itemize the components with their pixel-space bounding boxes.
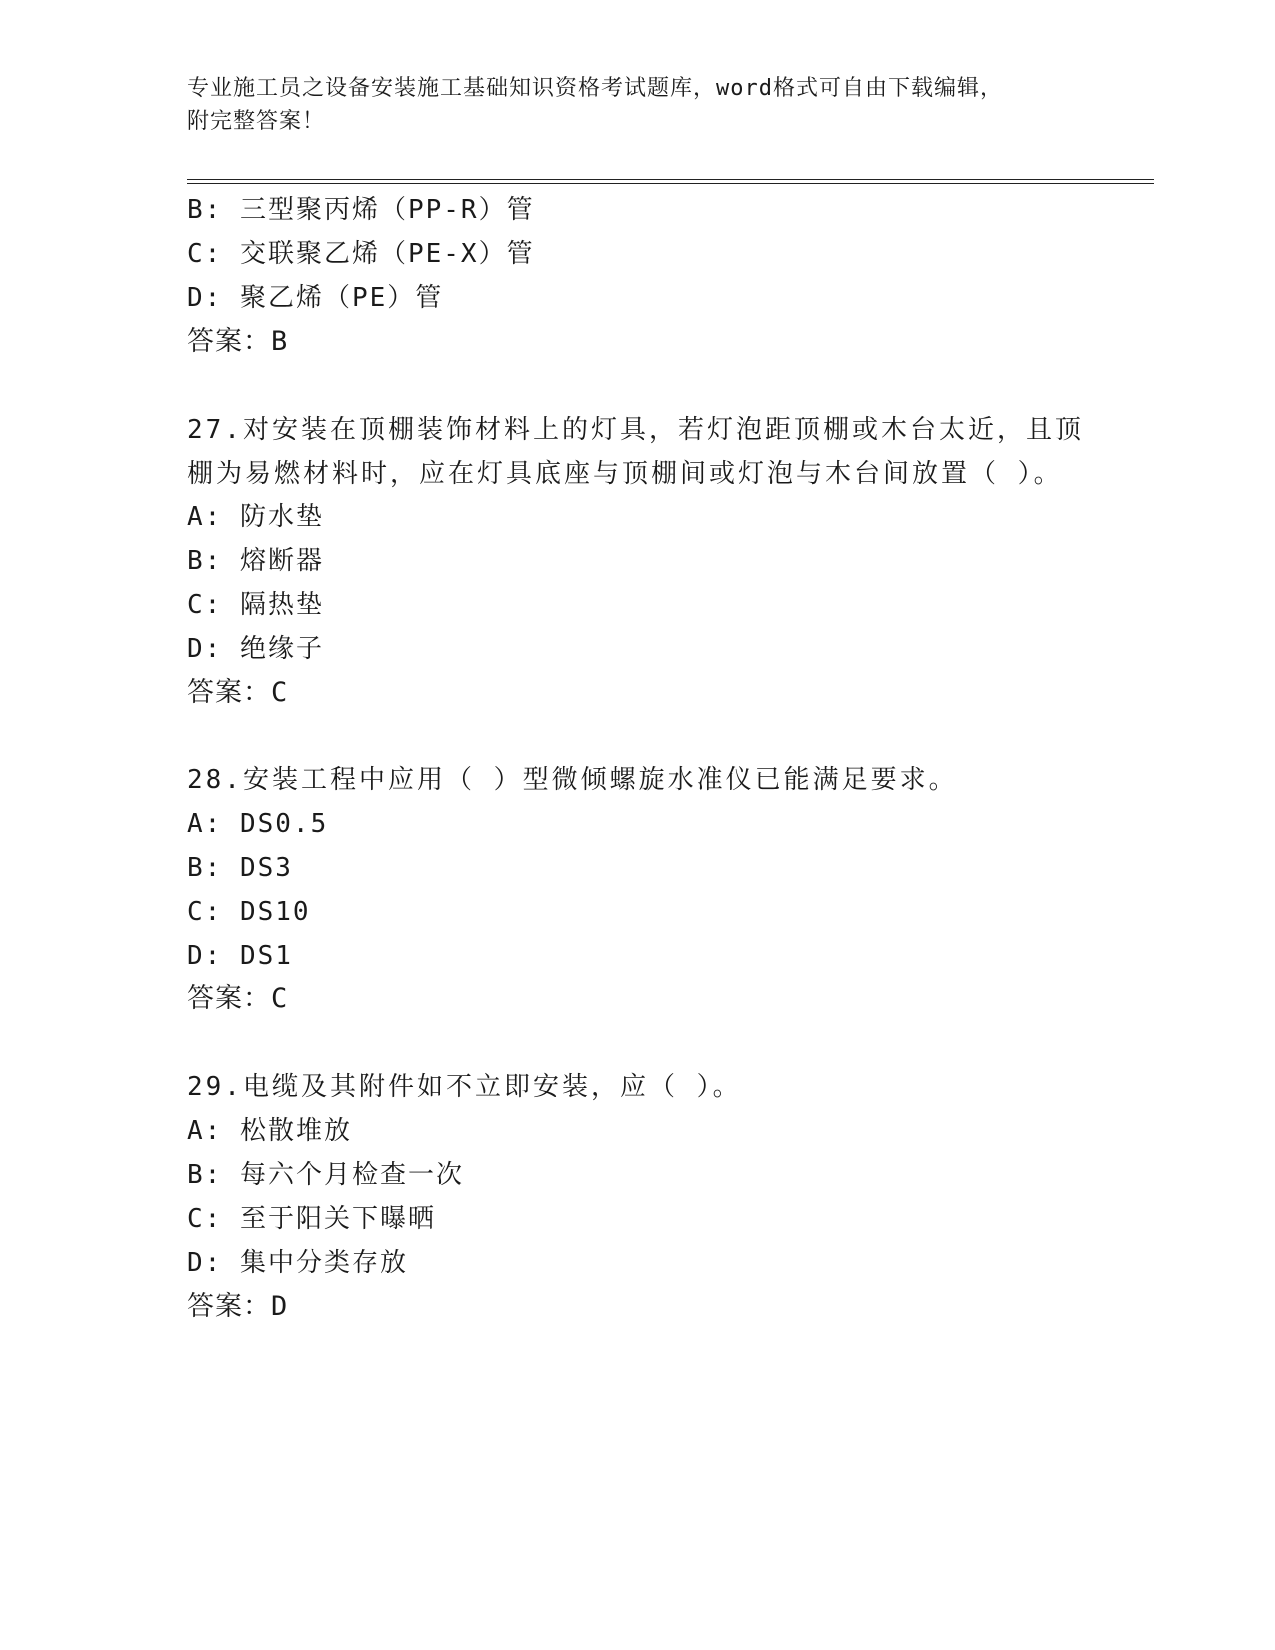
prev-answer: 答案：B: [187, 326, 289, 357]
q27-option-a: A: 防水垫: [187, 502, 324, 532]
q27-option-b: B: 熔断器: [187, 546, 324, 576]
q28-option-a: A: DS0.5: [187, 809, 329, 839]
prev-option-b: B: 三型聚丙烯（PP-R）管: [187, 195, 535, 225]
q29-option-b: B: 每六个月检查一次: [187, 1160, 464, 1190]
prev-option-d: D: 聚乙烯（PE）管: [187, 283, 444, 313]
q28-option-d: D: DS1: [187, 941, 293, 971]
header-title-line-2: 附完整答案！: [187, 109, 326, 134]
header-title-line-1: 专业施工员之设备安装施工基础知识资格考试题库，word格式可自由下载编辑，: [187, 76, 1003, 101]
q27-text-line-2: 棚为易燃材料时，应在灯具底座与顶棚间或灯泡与木台间放置（ ）。: [187, 459, 1063, 489]
q27-answer: 答案：C: [187, 677, 289, 708]
q29-option-a: A: 松散堆放: [187, 1116, 352, 1146]
q29-option-c: C: 至于阳关下曝晒: [187, 1204, 436, 1234]
q27-text-line-1: 27.对安装在顶棚装饰材料上的灯具，若灯泡距顶棚或木台太近，且顶: [187, 415, 1084, 445]
q28-option-b: B: DS3: [187, 853, 293, 883]
q27-option-c: C: 隔热垫: [187, 590, 324, 620]
q28-option-c: C: DS10: [187, 897, 311, 927]
q28-answer: 答案：C: [187, 983, 289, 1014]
header-divider-top: [187, 179, 1154, 180]
header-divider-bottom: [187, 183, 1154, 184]
document-header: [187, 72, 1087, 138]
q28-text-line-1: 28.安装工程中应用（ ）型微倾螺旋水准仪已能满足要求。: [187, 765, 958, 795]
q29-text-line-1: 29.电缆及其附件如不立即安装，应（ ）。: [187, 1072, 742, 1102]
prev-option-c: C: 交联聚乙烯（PE-X）管: [187, 239, 535, 269]
q29-option-d: D: 集中分类存放: [187, 1248, 408, 1278]
q29-answer: 答案：D: [187, 1291, 289, 1322]
q27-option-d: D: 绝缘子: [187, 634, 324, 664]
